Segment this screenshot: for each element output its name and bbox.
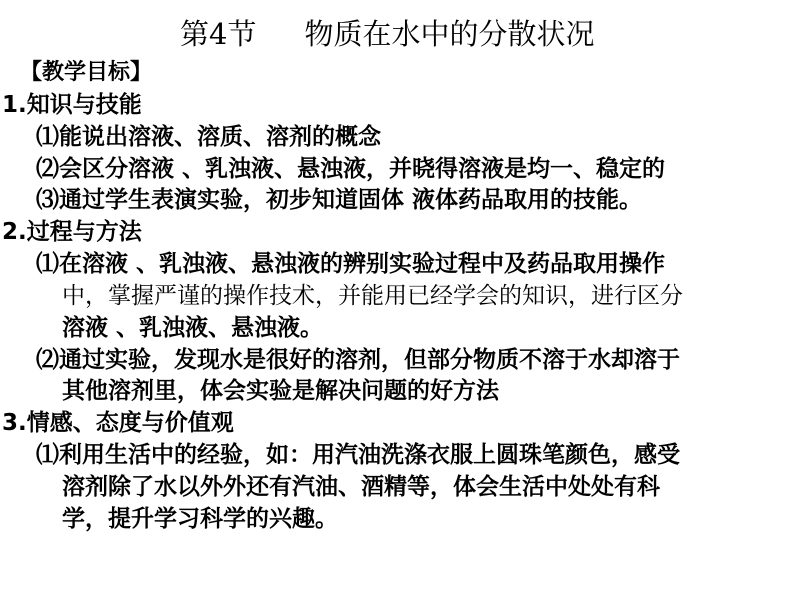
objective-item-line: ⑴在溶液 、乳浊液、悬浊液的辨别实验过程中及药品取用操作 [36,251,666,277]
objective-item-line: 中，掌握严谨的操作技术，并能用已经学会的知识，进行区分 [62,283,683,309]
objective-item: ⑶通过学生表演实验，初步知道固体 液体药品取用的技能。 [36,187,643,213]
page-title [180,12,594,53]
objective-item-line: ⑴利用生活中的经验，如：用汽油洗涤衣服上圆珠笔颜色，感受 [36,442,680,468]
section-heading-knowledge: 1.知识与技能 [2,92,142,118]
objective-item-line: 学，提升学习科学的兴趣。 [62,506,338,532]
objective-item: ⑵会区分溶液 、乳浊液、悬浊液，并晓得溶液是均一、稳定的 [36,156,666,182]
objective-item-line: 其他溶剂里，体会实验是解决问题的好方法 [62,378,499,404]
section-number: 第4节 [180,17,257,51]
section-heading-process: 2.过程与方法 [2,219,142,245]
objective-item-line: 溶液 、乳浊液、悬浊液。 [62,315,324,341]
section-name: 物质在水中的分散状况 [304,17,595,51]
objectives-heading: 【教学目标】 [20,60,153,85]
section-heading-attitude: 3.情感、态度与价值观 [2,410,234,436]
objective-item: ⑴能说出溶液、溶质、溶剂的概念 [36,124,381,150]
objective-item-line: 溶剂除了水以外外还有汽油、酒精等，体会生活中处处有科 [62,474,660,500]
objective-item-line: ⑵通过实验，发现水是很好的溶剂，但部分物质不溶于水却溶于 [36,347,680,373]
